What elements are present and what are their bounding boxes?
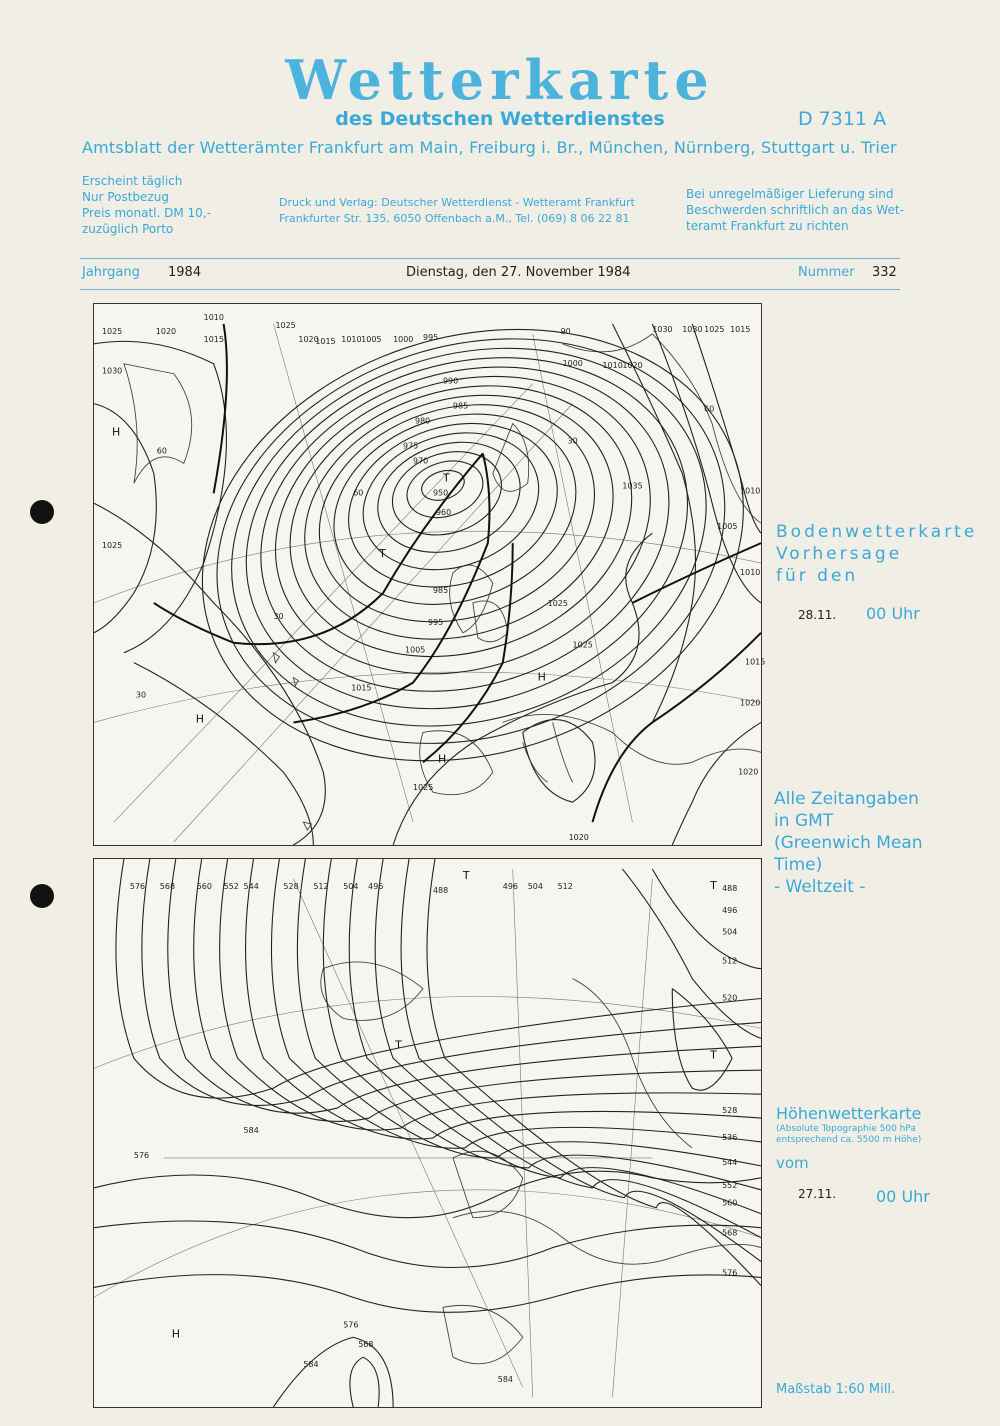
info-line: Druck und Verlag: Deutscher Wetterdienst - Wetteramt Frankfurt	[279, 196, 635, 209]
low-pressure-marker: T	[395, 1038, 402, 1052]
subtitle-line: entsprechend ca. 5500 m Höhe)	[776, 1135, 922, 1145]
upper-map-date: 27.11.	[798, 1187, 837, 1201]
contour-label: 560	[196, 881, 212, 891]
height-contour	[401, 859, 761, 1262]
isobar-label: 1000	[562, 358, 583, 368]
isobar	[345, 411, 556, 591]
low-pressure-marker: T	[710, 878, 717, 892]
upper-map-title: Höhenwetterkarte	[776, 1104, 922, 1123]
nummer-value: 332	[872, 265, 897, 280]
title-line: Vorhersage	[776, 544, 903, 564]
height-contour	[194, 859, 761, 1121]
punch-hole	[30, 884, 54, 908]
contour-label: 488	[722, 883, 738, 893]
isobar-label: 1025	[572, 640, 593, 650]
info-line: teramt Frankfurt zu richten	[686, 219, 849, 233]
contour-label: 504	[343, 881, 359, 891]
contour-label: 584	[497, 1375, 514, 1385]
divider	[80, 289, 900, 290]
upper-map-subtitle	[776, 1124, 921, 1146]
high-pressure-marker: H	[437, 752, 447, 766]
contour-label: 504	[722, 927, 738, 937]
isobar-label: 1000	[393, 334, 414, 344]
height-contours	[94, 859, 761, 1407]
height-contour	[427, 859, 761, 1285]
contour-label: 528	[283, 881, 299, 891]
newspaper-title: Wetterkarte	[285, 48, 715, 112]
isobar-label: 950	[432, 488, 449, 498]
height-contour	[142, 859, 761, 1105]
isobar-label: 1010	[602, 360, 623, 370]
contour-label: 520	[722, 993, 738, 1003]
isobar-label: 1005	[361, 334, 382, 344]
contour-label: 584	[303, 1360, 319, 1370]
high-pressure-marker: H	[171, 1327, 181, 1341]
contour-label: 496	[368, 881, 384, 891]
info-line: Nur Postbezug	[82, 190, 169, 204]
subtitle-line: (Absolute Topographie 500 hPa	[776, 1124, 916, 1134]
isobar-label: 1005	[405, 645, 426, 655]
surface-weather-map	[93, 303, 766, 846]
isobar	[164, 275, 778, 807]
isobar-label: 1025	[547, 598, 568, 608]
jahrgang-label: Jahrgang	[82, 265, 140, 280]
publication-code: D 7311 A	[798, 108, 887, 130]
complaint-info	[686, 186, 904, 234]
low-pressure-marker: T	[442, 471, 450, 485]
isobar-label: 1010	[341, 334, 362, 344]
isobar-label: 1025	[275, 320, 296, 330]
latitude-label: 60	[704, 404, 715, 414]
contour-label: 552	[722, 1180, 738, 1190]
isobar-label: 1030	[682, 324, 703, 334]
info-line: Preis monatl. DM 10,-	[82, 206, 211, 220]
isobar	[523, 720, 595, 803]
isobar-label: 995	[423, 332, 439, 342]
upper-map-vom: vom	[776, 1154, 809, 1172]
surface-map-svg	[94, 304, 766, 845]
height-contour	[350, 1357, 379, 1407]
height-contour	[271, 859, 761, 1148]
info-line: Frankfurter Str. 135, 6050 Offenbach a.M., Tel. (069) 8 06 22 81	[279, 212, 630, 225]
subscription-info	[82, 173, 211, 237]
jahrgang-value: 1984	[168, 265, 202, 280]
isobar-label: 1025	[101, 541, 123, 551]
contour-label: 568	[722, 1228, 738, 1238]
publisher-info	[279, 195, 635, 227]
note-line: (Greenwich Mean	[774, 833, 923, 853]
isobar-label: 1025	[101, 326, 123, 336]
title-line: für den	[776, 566, 859, 586]
isobar-label: 1020	[155, 326, 177, 336]
isobar-label: 1020	[568, 833, 589, 843]
contour-label: 576	[722, 1268, 738, 1278]
contour-label: 568	[159, 881, 176, 891]
high-pressure-marker: H	[195, 712, 204, 726]
contour-label: 560	[722, 1198, 738, 1208]
height-contour	[273, 1337, 393, 1407]
info-line: zuzüglich Porto	[82, 222, 174, 236]
contour-label: 536	[722, 1132, 738, 1142]
isobar	[134, 663, 313, 845]
isobar-label: 980	[415, 416, 431, 426]
isobar-label: 1025	[704, 324, 725, 334]
isobar-label: 1015	[351, 683, 372, 693]
contour-label: 528	[722, 1106, 738, 1116]
divider	[80, 258, 900, 259]
note-line: - Weltzeit -	[774, 877, 866, 897]
isobar-label: 1010	[203, 312, 224, 322]
upper-map-svg	[94, 859, 761, 1407]
isobar-label: 990	[442, 376, 459, 386]
isobar-label: 1020	[298, 334, 319, 344]
contour-label: 512	[313, 881, 329, 891]
isobar	[327, 397, 579, 613]
surface-map-title	[776, 521, 977, 587]
contour-label: 496	[502, 881, 518, 891]
map-scale: Maßstab 1:60 Mill.	[776, 1382, 896, 1397]
contour-label: 544	[722, 1157, 738, 1167]
latitude-label: 90	[560, 326, 571, 336]
contour-label: 496	[722, 905, 738, 915]
high-pressure-marker: H	[111, 425, 121, 439]
height-contour	[622, 869, 761, 1038]
isobar-labels	[102, 313, 765, 842]
isobar	[652, 324, 761, 603]
contour-label: 552	[223, 881, 239, 891]
height-contour	[94, 1171, 761, 1217]
isobar-label: 1015	[315, 336, 336, 346]
upper-air-map	[93, 858, 762, 1408]
isobar-label: 1035	[622, 481, 643, 491]
contour-label: 512	[557, 881, 573, 891]
latitude-label: 60	[156, 446, 167, 456]
latitude-label: 30	[567, 436, 578, 446]
contour-label: 576	[343, 1320, 359, 1330]
punch-hole	[30, 500, 54, 524]
contour-label: 568	[358, 1340, 374, 1350]
height-contour	[672, 989, 732, 1091]
isobar-label: 995	[427, 617, 444, 627]
low-pressure-marker: T	[710, 1048, 717, 1062]
isobar-label: 1030	[652, 324, 673, 334]
pressure-centers	[172, 869, 717, 1340]
isobar-label: 1010	[740, 568, 761, 577]
contour-label: 512	[722, 956, 738, 966]
isobar	[672, 722, 761, 845]
contour-label: 488	[432, 885, 449, 895]
isobar-label: 1015	[203, 334, 224, 344]
coastlines	[321, 962, 761, 1364]
height-contour	[94, 1275, 761, 1313]
isobar-label: 1015	[745, 657, 766, 667]
info-line: Erscheint täglich	[82, 174, 183, 188]
low-pressure-marker: T	[379, 547, 386, 561]
nummer-label: Nummer	[798, 265, 855, 280]
isobar-label: 970	[413, 456, 429, 466]
isobar	[94, 404, 156, 633]
isobar	[393, 533, 652, 845]
low-pressure-marker: T	[462, 868, 470, 882]
isobar	[200, 302, 733, 766]
latitude-label: 60	[353, 488, 364, 498]
issue-date: Dienstag, den 27. November 1984	[406, 265, 631, 280]
isobar-label: 960	[435, 508, 452, 518]
isobar-label: 1015	[730, 324, 751, 334]
height-contour	[243, 859, 761, 1139]
note-line: in GMT	[774, 811, 834, 831]
contour-label: 584	[243, 1126, 259, 1135]
isobar	[363, 425, 534, 570]
contour-label: 576	[133, 1150, 150, 1160]
isobar-label: 1010	[740, 486, 761, 496]
gmt-note	[774, 788, 944, 898]
height-contour	[375, 859, 761, 1238]
contour-label: 504	[527, 881, 543, 891]
surface-map-time: 00 Uhr	[866, 604, 920, 623]
upper-map-time: 00 Uhr	[876, 1187, 930, 1206]
height-contour	[652, 869, 761, 969]
contour-label: 576	[129, 881, 146, 891]
isobar-label: 985	[432, 585, 449, 595]
high-pressure-marker: H	[537, 670, 546, 684]
isobar-label: 1030	[101, 366, 123, 376]
isobar-label: 1020	[738, 767, 759, 777]
note-line: Alle Zeitangaben	[774, 789, 919, 809]
contour-label: 544	[243, 881, 259, 891]
latitude-label: 30	[135, 690, 147, 700]
isobar	[236, 330, 689, 721]
isobar-label: 975	[403, 441, 419, 451]
isobar-label: 985	[452, 401, 469, 411]
isobar-label: 1020	[740, 698, 761, 708]
surface-map-date: 28.11.	[798, 608, 837, 622]
info-line: Beschwerden schriftlich an das Wet-	[686, 203, 904, 217]
pressure-centers	[112, 426, 546, 766]
isobars	[94, 262, 800, 845]
title-line: Bodenwetterkarte	[776, 522, 978, 542]
isobar-label: 1025	[413, 783, 434, 793]
info-line: Bei unregelmäßiger Lieferung sind	[686, 187, 894, 201]
amtsblatt-line: Amtsblatt der Wetterämter Frankfurt am Main, Freiburg i. Br., München, Nürnberg, Stuttgart u. Trier	[82, 138, 897, 157]
note-line: Time)	[774, 855, 823, 875]
latitude-label: 30	[273, 611, 284, 621]
height-contour	[349, 859, 761, 1214]
isobar-label: 1020	[622, 360, 643, 370]
subtitle: des Deutschen Wetterdienstes	[335, 108, 665, 130]
isobar-label: 1005	[717, 522, 738, 532]
